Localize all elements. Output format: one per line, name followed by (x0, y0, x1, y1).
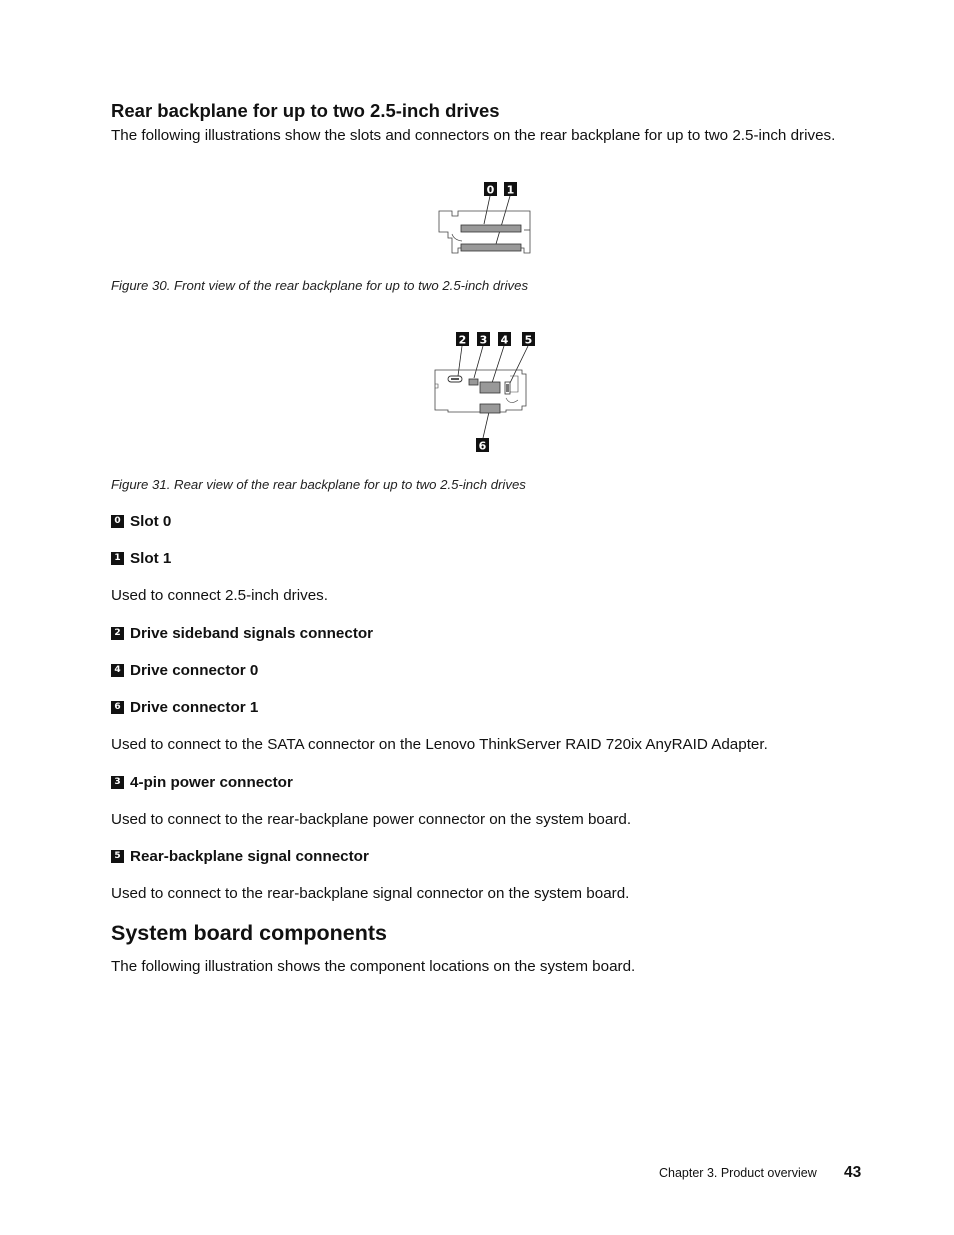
item-label: 4-pin power connector (130, 774, 293, 791)
item-label: Drive connector 0 (130, 662, 259, 679)
callout-3 (477, 332, 490, 347)
item-drive-connector-0 (111, 662, 258, 679)
callout-6 (476, 438, 489, 453)
svg-text:6: 6 (478, 439, 487, 453)
callout-0 (484, 182, 497, 197)
figure-31-illustration (430, 328, 545, 456)
footer-chapter: Chapter 3. Product overview (659, 1166, 817, 1180)
section-intro: The following illustrations show the slots and connectors on the rear backplane for up to two 2.5-inch drives. (111, 127, 836, 144)
item-label: Slot 1 (130, 550, 172, 567)
signal-description: Used to connect to the rear-backplane signal connector on the system board. (111, 885, 630, 902)
item-slot-1 (111, 550, 171, 567)
power-description: Used to connect to the rear-backplane power connector on the system board. (111, 811, 632, 828)
callout-1 (504, 182, 517, 197)
callout-badge: 1 (111, 552, 124, 565)
section-heading: Rear backplane for up to two 2.5-inch drives (111, 100, 500, 121)
item-power-connector (111, 774, 293, 791)
item-label: Slot 0 (130, 513, 172, 530)
figure-30-illustration (430, 178, 540, 260)
callout-badge: 0 (111, 515, 124, 528)
system-board-heading: System board components (111, 921, 387, 945)
item-signal-connector (111, 848, 369, 865)
callout-4 (498, 332, 511, 347)
callout-badge: 2 (111, 627, 124, 640)
page-number: 43 (844, 1164, 862, 1181)
callout-badge: 5 (111, 850, 124, 863)
slots-description: Used to connect 2.5-inch drives. (111, 587, 328, 604)
item-label: Drive connector 1 (130, 699, 259, 716)
callout-badge: 4 (111, 664, 124, 677)
item-label: Drive sideband signals connector (130, 625, 374, 642)
item-sideband-connector (111, 625, 373, 642)
svg-text:3: 3 (479, 333, 488, 347)
item-label: Rear-backplane signal connector (130, 848, 369, 865)
drive-connectors-description: Used to connect to the SATA connector on the Lenovo ThinkServer RAID 720ix AnyRAID Adapter. (111, 736, 768, 753)
figure-30-caption: Figure 30. Front view of the rear backplane for up to two 2.5-inch drives (111, 278, 529, 293)
callout-2 (456, 332, 469, 347)
svg-text:5: 5 (524, 333, 533, 347)
svg-text:1: 1 (506, 183, 515, 197)
svg-text:4: 4 (500, 333, 509, 347)
item-slot-0 (111, 513, 171, 530)
callout-badge: 6 (111, 701, 124, 714)
callout-badge: 3 (111, 776, 124, 789)
svg-text:2: 2 (458, 333, 467, 347)
system-board-intro: The following illustration shows the component locations on the system board. (111, 958, 636, 975)
figure-31-caption: Figure 31. Rear view of the rear backplane for up to two 2.5-inch drives (111, 477, 526, 492)
svg-text:0: 0 (486, 183, 495, 197)
item-drive-connector-1 (111, 699, 258, 716)
callout-5 (522, 332, 535, 347)
